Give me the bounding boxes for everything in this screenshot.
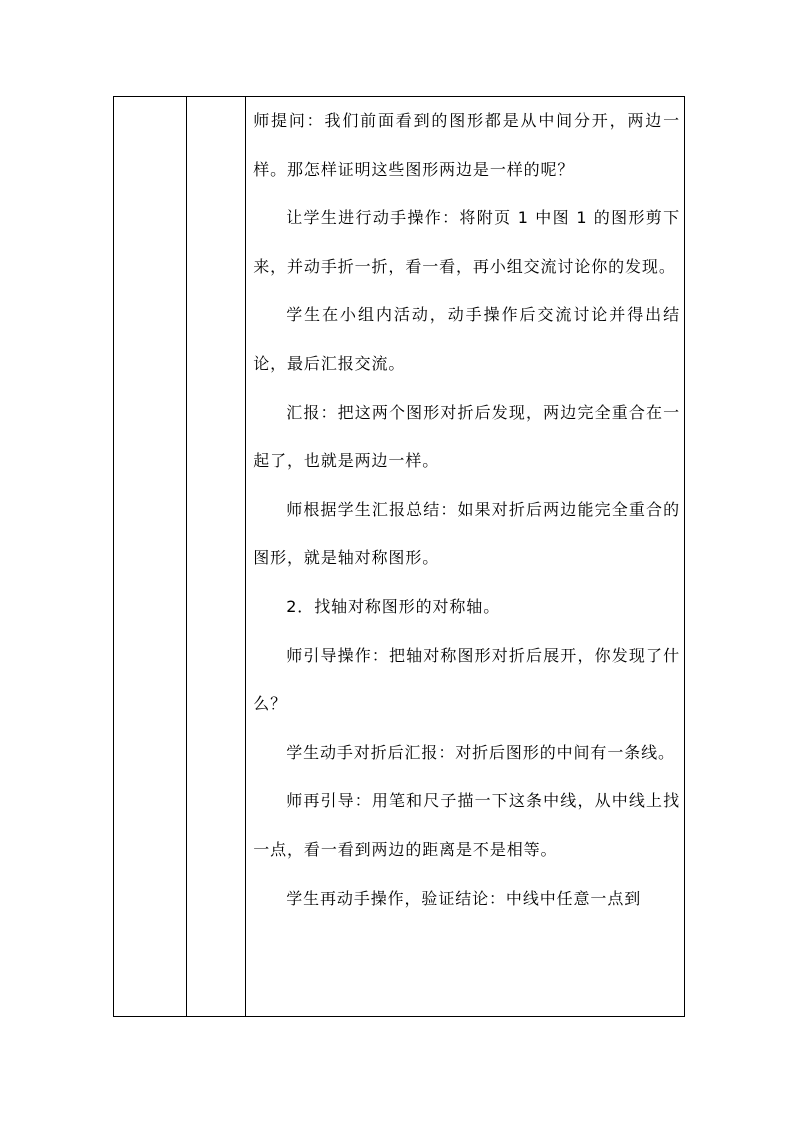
content-cell — [246, 97, 685, 1017]
paragraph-guided-operation: 师引导操作：把轴对称图形对折后展开，你发现了什么？ — [253, 645, 680, 714]
paragraph-teacher-question: 师提问：我们前面看到的图形都是从中间分开，两边一样。那怎样证明这些图形两边是一样的呢？ — [253, 111, 680, 179]
paragraph-teacher-guidance: 师再引导：用笔和尺子描一下这条中线，从中线上找一点，看一看到两边的距离是不是相等。 — [253, 791, 680, 859]
paragraph-summary: 师根据学生汇报总结：如果对折后两边能完全重合的图形，就是轴对称图形。 — [253, 499, 680, 568]
lesson-plan-table — [113, 96, 685, 1017]
paragraph-hands-on-activity: 让学生进行动手操作：将附页 1 中图 1 的图形剪下来，并动手折一折，看一看，再小组交流讨论你的发现。 — [253, 208, 680, 276]
empty-cell-2 — [187, 97, 246, 1017]
paragraph-report: 汇报：把这两个图形对折后发现，两边完全重合在一起了，也就是两边一样。 — [253, 402, 680, 471]
empty-cell-1 — [114, 97, 187, 1017]
table-row — [114, 97, 685, 1017]
paragraph-student-report: 学生动手对折后汇报：对折后图形的中间有一条线。 — [286, 742, 675, 762]
paragraph-group-activity: 学生在小组内活动，动手操作后交流讨论并得出结论，最后汇报交流。 — [253, 305, 680, 373]
paragraph-section-heading: 2．找轴对称图形的对称轴。 — [286, 596, 501, 616]
paragraph-verify-conclusion: 学生再动手操作，验证结论：中线中任意一点到 — [286, 888, 642, 908]
